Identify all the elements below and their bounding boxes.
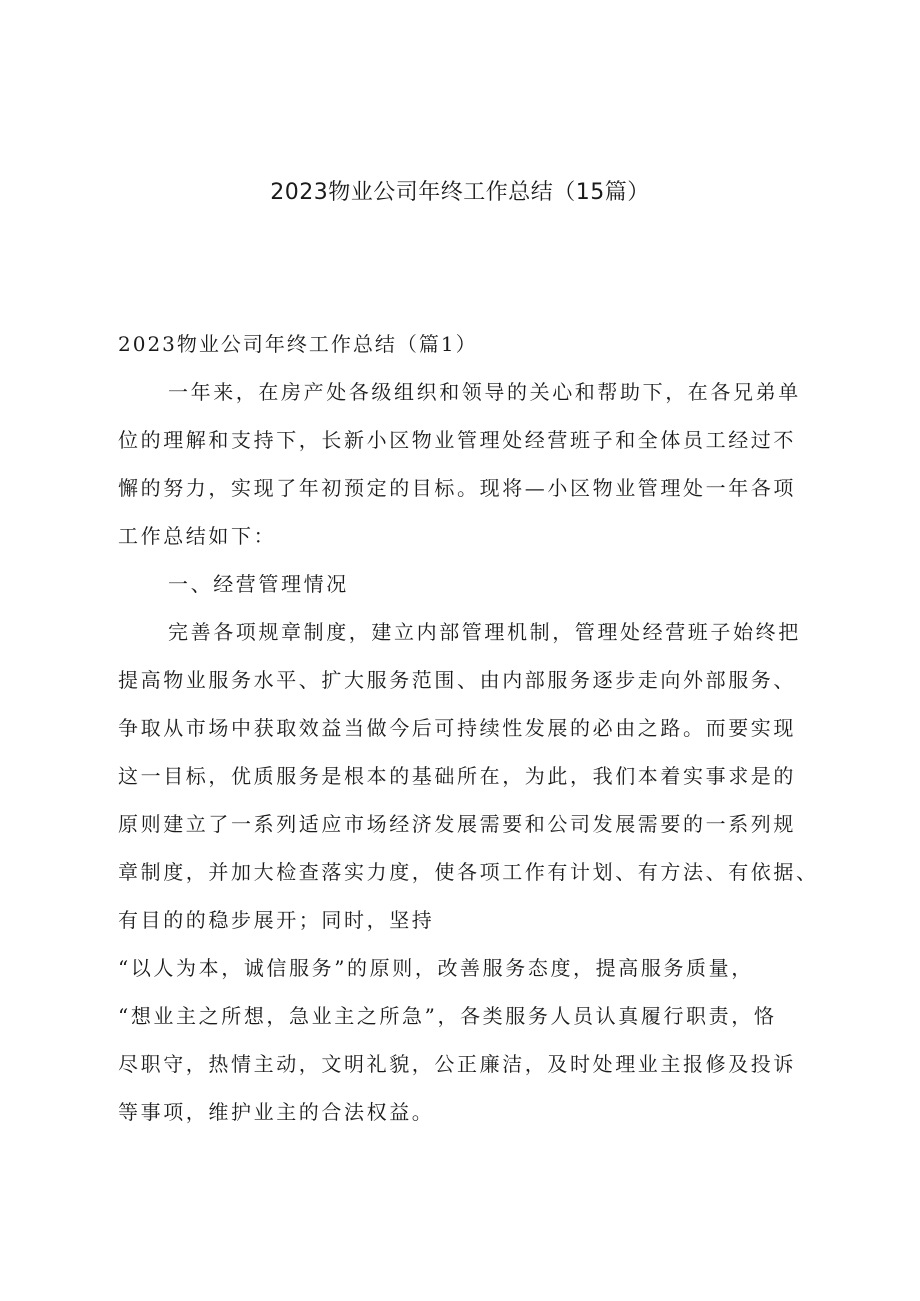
document-body [118,320,838,1136]
paragraph-2-line-3: 争取从市场中获取效益当做今后可持续性发展的必由之路。而要实现 [118,716,796,740]
paragraph-1-line-1: 一年来，在房产处各级组织和领导的关心和帮助下，在各兄弟单 [168,380,801,404]
paragraph-1-line-2: 位的理解和支持下，长新小区物业管理处经营班子和全体员工经过不 [118,428,796,452]
paragraph-2-line-1: 完善各项规章制度，建立内部管理机制，管理处经营班子始终把 [168,620,801,644]
paragraph-2-line-4: 这一目标，优质服务是根本的基础所在，为此，我们本着实事求是的 [118,764,796,788]
paragraph-2-line-5: 原则建立了一系列适应市场经济发展需要和公司发展需要的一系列规 [118,812,796,836]
paragraph-2-line-10: 尽职守，热情主动，文明礼貌，公正廉洁，及时处理业主报修及投诉 [118,1052,796,1076]
paragraph-2-line-9: “想业主之所想，急业主之所急”，各类服务人员认真履行职责，恪 [118,1004,777,1028]
section-1-heading: 一、经营管理情况 [168,572,349,596]
paragraph-1-line-3: 懈的努力，实现了年初预定的目标。现将—小区物业管理处一年各项 [118,476,796,500]
paragraph-2-line-8: “以人为本，诚信服务”的原则，改善服务态度，提高服务质量， [118,956,754,980]
paragraph-2-line-7: 有目的的稳步展开；同时，坚持 [118,908,435,932]
article-subheading: 2023物业公司年终工作总结（篇1） [118,332,478,356]
paragraph-1-line-4: 工作总结如下： [118,524,277,548]
paragraph-2-line-6: 章制度，并加大检查落实力度，使各项工作有计划、有方法、有依据、 [118,860,819,884]
paragraph-2-line-11: 等事项，维护业主的合法权益。 [118,1100,435,1124]
document-title: 2023物业公司年终工作总结（15篇） [270,180,650,205]
paragraph-2-line-2: 提高物业服务水平、扩大服务范围、由内部服务逐步走向外部服务、 [118,668,796,692]
